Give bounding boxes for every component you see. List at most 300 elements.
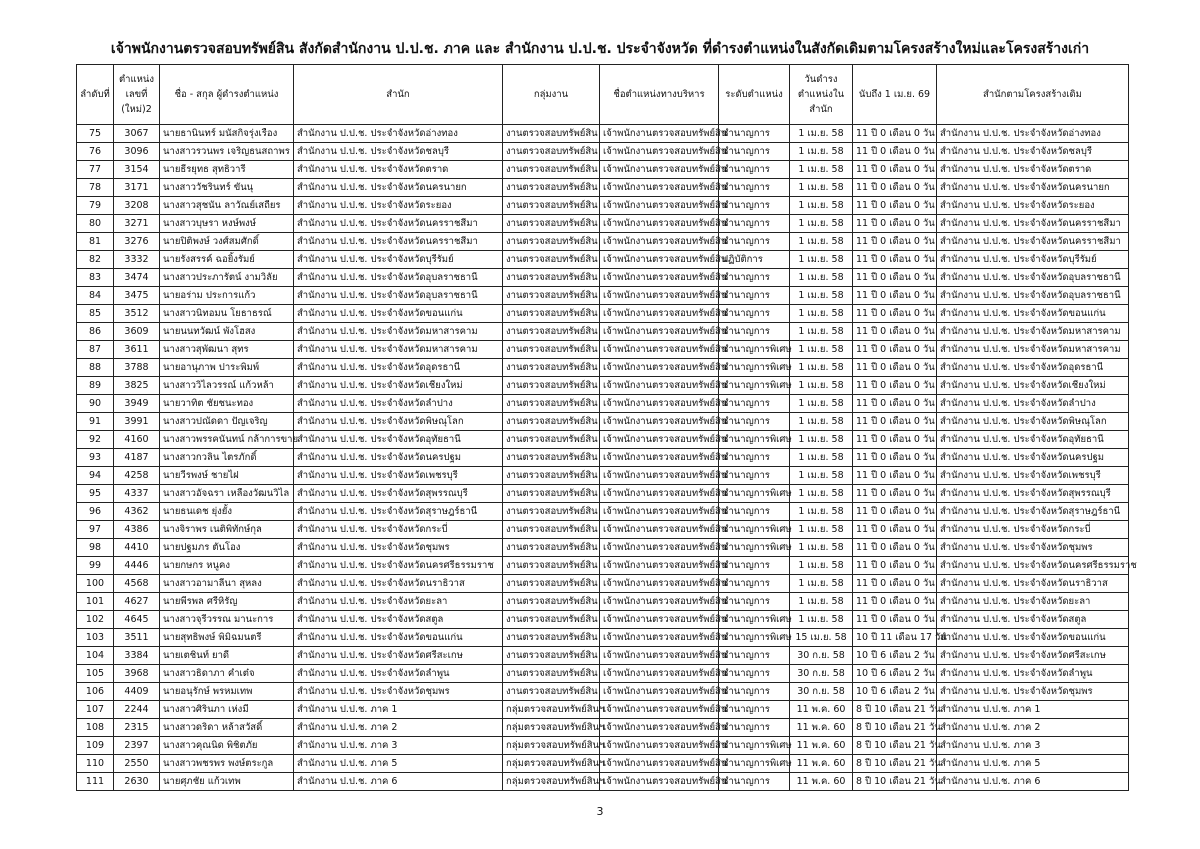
cell-tenure: 8 ปี 10 เดือน 21 วัน	[853, 737, 937, 755]
cell-name: นางสาววิไลวรรณ์ แก้วหล้า	[160, 377, 294, 395]
cell-seq: 82	[77, 251, 114, 269]
cell-level: ชำนาญการพิเศษ	[719, 521, 790, 539]
cell-office: สำนักงาน ป.ป.ช. ประจำจังหวัดนครนายก	[294, 179, 503, 197]
cell-old-office: สำนักงาน ป.ป.ช. ประจำจังหวัดลำปาง	[937, 395, 1129, 413]
cell-mgmt-title: เจ้าพนักงานตรวจสอบทรัพย์สิน	[600, 503, 719, 521]
cell-tenure: 11 ปี 0 เดือน 0 วัน	[853, 179, 937, 197]
cell-seq: 99	[77, 557, 114, 575]
cell-mgmt-title: เจ้าพนักงานตรวจสอบทรัพย์สิน	[600, 485, 719, 503]
cell-mgmt-title: เจ้าพนักงานตรวจสอบทรัพย์สิน	[600, 269, 719, 287]
col-header-position-no-line3: (ใหม่)2	[121, 104, 152, 115]
cell-group: งานตรวจสอบทรัพย์สิน	[503, 305, 600, 323]
cell-position-no: 4409	[114, 683, 160, 701]
cell-group: งานตรวจสอบทรัพย์สิน	[503, 341, 600, 359]
cell-mgmt-title: เจ้าพนักงานตรวจสอบทรัพย์สิน	[600, 125, 719, 143]
cell-office: สำนักงาน ป.ป.ช. ประจำจังหวัดนครปฐม	[294, 449, 503, 467]
cell-group: งานตรวจสอบทรัพย์สิน	[503, 629, 600, 647]
cell-name: นายธานินทร์ มนัสกิจรุ่งเรือง	[160, 125, 294, 143]
cell-date: 30 ก.ย. 58	[790, 647, 853, 665]
cell-name: นายสุทธิพงษ์ พิมิฉมนตรี	[160, 629, 294, 647]
cell-mgmt-title: เจ้าพนักงานตรวจสอบทรัพย์สิน	[600, 251, 719, 269]
cell-old-office: สำนักงาน ป.ป.ช. ประจำจังหวัดนครปฐม	[937, 449, 1129, 467]
cell-group: งานตรวจสอบทรัพย์สิน	[503, 647, 600, 665]
table-row	[77, 575, 1129, 593]
cell-old-office: สำนักงาน ป.ป.ช. ภาค 6	[937, 773, 1129, 791]
cell-date: 1 เม.ย. 58	[790, 449, 853, 467]
table-row	[77, 485, 1129, 503]
cell-old-office: สำนักงาน ป.ป.ช. ประจำจังหวัดเพชรบุรี	[937, 467, 1129, 485]
cell-old-office: สำนักงาน ป.ป.ช. ภาค 5	[937, 755, 1129, 773]
cell-group: งานตรวจสอบทรัพย์สิน	[503, 377, 600, 395]
cell-old-office: สำนักงาน ป.ป.ช. ประจำจังหวัดอุดรธานี	[937, 359, 1129, 377]
cell-seq: 77	[77, 161, 114, 179]
cell-tenure: 11 ปี 0 เดือน 0 วัน	[853, 503, 937, 521]
cell-office: สำนักงาน ป.ป.ช. ประจำจังหวัดลำพูน	[294, 665, 503, 683]
cell-office: สำนักงาน ป.ป.ช. ประจำจังหวัดนครราชสีมา	[294, 215, 503, 233]
cell-group: กลุ่มตรวจสอบทรัพย์สินฯ	[503, 719, 600, 737]
cell-old-office: สำนักงาน ป.ป.ช. ประจำจังหวัดชุมพร	[937, 539, 1129, 557]
cell-level: ชำนาญการ	[719, 575, 790, 593]
cell-tenure: 11 ปี 0 เดือน 0 วัน	[853, 341, 937, 359]
table-row	[77, 449, 1129, 467]
cell-old-office: สำนักงาน ป.ป.ช. ประจำจังหวัดมหาสารคาม	[937, 341, 1129, 359]
cell-position-no: 3611	[114, 341, 160, 359]
table-row	[77, 467, 1129, 485]
table-row	[77, 701, 1129, 719]
cell-group: งานตรวจสอบทรัพย์สิน	[503, 431, 600, 449]
cell-mgmt-title: เจ้าพนักงานตรวจสอบทรัพย์สิน	[600, 593, 719, 611]
cell-date: 1 เม.ย. 58	[790, 143, 853, 161]
cell-office: สำนักงาน ป.ป.ช. ประจำจังหวัดมหาสารคาม	[294, 323, 503, 341]
staff-table	[76, 64, 1137, 791]
cell-old-office: สำนักงาน ป.ป.ช. ประจำจังหวัดชุมพร	[937, 683, 1129, 701]
col-header-mgmt-title: ชื่อตำแหน่งทางบริหาร	[600, 65, 719, 125]
cell-date: 1 เม.ย. 58	[790, 305, 853, 323]
cell-level: ชำนาญการ	[719, 773, 790, 791]
cell-position-no: 4410	[114, 539, 160, 557]
page-number: 3	[596, 805, 604, 818]
cell-date: 11 พ.ค. 60	[790, 701, 853, 719]
cell-date: 1 เม.ย. 58	[790, 377, 853, 395]
cell-office: สำนักงาน ป.ป.ช. ประจำจังหวัดสุราษฎร์ธานี	[294, 503, 503, 521]
cell-position-no: 3609	[114, 323, 160, 341]
cell-mgmt-title: เจ้าพนักงานตรวจสอบทรัพย์สิน	[600, 773, 719, 791]
cell-position-no: 3271	[114, 215, 160, 233]
cell-tenure: 11 ปี 0 เดือน 0 วัน	[853, 449, 937, 467]
cell-group: งานตรวจสอบทรัพย์สิน	[503, 197, 600, 215]
cell-group: งานตรวจสอบทรัพย์สิน	[503, 215, 600, 233]
cell-mgmt-title: เจ้าพนักงานตรวจสอบทรัพย์สิน	[600, 719, 719, 737]
table-row	[77, 125, 1129, 143]
table-row	[77, 197, 1129, 215]
cell-mgmt-title: เจ้าพนักงานตรวจสอบทรัพย์สิน	[600, 701, 719, 719]
col-header-date-line3: สำนัก	[809, 104, 833, 115]
cell-level: ชำนาญการ	[719, 305, 790, 323]
cell-position-no: 4337	[114, 485, 160, 503]
cell-seq: 91	[77, 413, 114, 431]
cell-tenure: 10 ปี 6 เดือน 2 วัน	[853, 665, 937, 683]
table-row	[77, 647, 1129, 665]
cell-position-no: 3384	[114, 647, 160, 665]
cell-level: ชำนาญการพิเศษ	[719, 377, 790, 395]
cell-date: 1 เม.ย. 58	[790, 323, 853, 341]
cell-position-no: 2244	[114, 701, 160, 719]
table-row	[77, 413, 1129, 431]
cell-date: 1 เม.ย. 58	[790, 359, 853, 377]
cell-tenure: 11 ปี 0 เดือน 0 วัน	[853, 323, 937, 341]
page-title: เจ้าพนักงานตรวจสอบทรัพย์สิน สังกัดสำนักงาน ป.ป.ช. ภาค และ สำนักงาน ป.ป.ช. ประจำจังหวัด ที่ดำรงตำแหน่งในสังกัดเดิมตามโครงสร้างใหม่และโครงสร้างเก่า	[110, 41, 1090, 57]
cell-seq: 96	[77, 503, 114, 521]
cell-date: 1 เม.ย. 58	[790, 575, 853, 593]
cell-date: 1 เม.ย. 58	[790, 251, 853, 269]
cell-level: ชำนาญการ	[719, 647, 790, 665]
cell-level: ชำนาญการ	[719, 233, 790, 251]
cell-seq: 107	[77, 701, 114, 719]
cell-position-no: 4386	[114, 521, 160, 539]
cell-name: นางสาวนิทอมน โยธาธรณ์	[160, 305, 294, 323]
cell-name: นางสาวบุษรา หงษ์พงษ์	[160, 215, 294, 233]
cell-level: ชำนาญการ	[719, 701, 790, 719]
cell-office: สำนักงาน ป.ป.ช. ประจำจังหวัดชุมพร	[294, 683, 503, 701]
cell-tenure: 11 ปี 0 เดือน 0 วัน	[853, 611, 937, 629]
cell-date: 1 เม.ย. 58	[790, 341, 853, 359]
cell-tenure: 11 ปี 0 เดือน 0 วัน	[853, 521, 937, 539]
cell-level: ชำนาญการพิเศษ	[719, 431, 790, 449]
cell-level: ชำนาญการ	[719, 323, 790, 341]
cell-level: ชำนาญการ	[719, 125, 790, 143]
cell-tenure: 11 ปี 0 เดือน 0 วัน	[853, 197, 937, 215]
cell-old-office: สำนักงาน ป.ป.ช. ประจำจังหวัดระยอง	[937, 197, 1129, 215]
cell-tenure: 11 ปี 0 เดือน 0 วัน	[853, 161, 937, 179]
cell-seq: 75	[77, 125, 114, 143]
cell-tenure: 11 ปี 0 เดือน 0 วัน	[853, 557, 937, 575]
table-body	[77, 125, 1137, 791]
col-header-as-of: นับถึง 1 เม.ย. 69	[853, 65, 937, 125]
table-row	[77, 395, 1129, 413]
cell-level: ชำนาญการ	[719, 161, 790, 179]
cell-level: ชำนาญการ	[719, 269, 790, 287]
cell-name: นางสาวพรรคนันทน์ กล้าการขาย	[160, 431, 294, 449]
cell-tenure: 8 ปี 10 เดือน 21 วัน	[853, 719, 937, 737]
cell-date: 1 เม.ย. 58	[790, 467, 853, 485]
cell-seq: 101	[77, 593, 114, 611]
cell-mgmt-title: เจ้าพนักงานตรวจสอบทรัพย์สิน	[600, 179, 719, 197]
table-row	[77, 269, 1129, 287]
cell-mgmt-title: เจ้าพนักงานตรวจสอบทรัพย์สิน	[600, 521, 719, 539]
cell-position-no: 3067	[114, 125, 160, 143]
cell-office: สำนักงาน ป.ป.ช. ประจำจังหวัดตราด	[294, 161, 503, 179]
cell-office: สำนักงาน ป.ป.ช. ภาค 1	[294, 701, 503, 719]
cell-mgmt-title: เจ้าพนักงานตรวจสอบทรัพย์สิน	[600, 233, 719, 251]
cell-office: สำนักงาน ป.ป.ช. ประจำจังหวัดชุมพร	[294, 539, 503, 557]
cell-position-no: 3475	[114, 287, 160, 305]
cell-level: ชำนาญการ	[719, 593, 790, 611]
col-header-position-no-line1: ตำแหน่ง	[118, 74, 155, 85]
cell-office: สำนักงาน ป.ป.ช. ประจำจังหวัดเชียงใหม่	[294, 377, 503, 395]
cell-group: งานตรวจสอบทรัพย์สิน	[503, 683, 600, 701]
cell-date: 1 เม.ย. 58	[790, 287, 853, 305]
table-row	[77, 305, 1129, 323]
cell-level: ชำนาญการพิเศษ	[719, 755, 790, 773]
cell-seq: 81	[77, 233, 114, 251]
cell-position-no: 2397	[114, 737, 160, 755]
cell-level: ชำนาญการ	[719, 557, 790, 575]
cell-tenure: 8 ปี 10 เดือน 21 วัน	[853, 773, 937, 791]
cell-office: สำนักงาน ป.ป.ช. ประจำจังหวัดขอนแก่น	[294, 305, 503, 323]
cell-mgmt-title: เจ้าพนักงานตรวจสอบทรัพย์สิน	[600, 431, 719, 449]
cell-office: สำนักงาน ป.ป.ช. ประจำจังหวัดกระบี่	[294, 521, 503, 539]
cell-position-no: 2315	[114, 719, 160, 737]
cell-date: 1 เม.ย. 58	[790, 431, 853, 449]
cell-name: นางสาวอามาลีนา สุหลง	[160, 575, 294, 593]
cell-seq: 97	[77, 521, 114, 539]
col-header-seq: ลำดับที่	[77, 65, 114, 125]
cell-office: สำนักงาน ป.ป.ช. ประจำจังหวัดศรีสะเกษ	[294, 647, 503, 665]
col-header-group: กลุ่มงาน	[503, 65, 600, 125]
cell-tenure: 11 ปี 0 เดือน 0 วัน	[853, 539, 937, 557]
cell-position-no: 4627	[114, 593, 160, 611]
cell-group: งานตรวจสอบทรัพย์สิน	[503, 611, 600, 629]
cell-group: งานตรวจสอบทรัพย์สิน	[503, 287, 600, 305]
cell-old-office: สำนักงาน ป.ป.ช. ประจำจังหวัดเชียงใหม่	[937, 377, 1129, 395]
cell-office: สำนักงาน ป.ป.ช. ภาค 5	[294, 755, 503, 773]
cell-seq: 93	[77, 449, 114, 467]
cell-old-office: สำนักงาน ป.ป.ช. ประจำจังหวัดพิษณุโลก	[937, 413, 1129, 431]
table-row	[77, 737, 1129, 755]
cell-date: 11 พ.ค. 60	[790, 773, 853, 791]
cell-seq: 78	[77, 179, 114, 197]
cell-old-office: สำนักงาน ป.ป.ช. ประจำจังหวัดลำพูน	[937, 665, 1129, 683]
cell-mgmt-title: เจ้าพนักงานตรวจสอบทรัพย์สิน	[600, 323, 719, 341]
cell-mgmt-title: เจ้าพนักงานตรวจสอบทรัพย์สิน	[600, 611, 719, 629]
cell-name: นางสาวอัจฉรา เหลืองวัฒนวิไล	[160, 485, 294, 503]
cell-date: 1 เม.ย. 58	[790, 161, 853, 179]
col-header-date-line2: ตำแหน่งใน	[797, 89, 845, 100]
cell-old-office: สำนักงาน ป.ป.ช. ภาค 2	[937, 719, 1129, 737]
cell-old-office: สำนักงาน ป.ป.ช. ประจำจังหวัดอ่างทอง	[937, 125, 1129, 143]
cell-name: นางสาวรวนพร เจริญธนสถาพร	[160, 143, 294, 161]
cell-seq: 102	[77, 611, 114, 629]
cell-office: สำนักงาน ป.ป.ช. ภาค 3	[294, 737, 503, 755]
cell-office: สำนักงาน ป.ป.ช. ประจำจังหวัดนครศรีธรรมราช	[294, 557, 503, 575]
cell-old-office: สำนักงาน ป.ป.ช. ประจำจังหวัดนครศรีธรรมราช	[937, 557, 1129, 575]
cell-position-no: 4160	[114, 431, 160, 449]
col-header-office: สำนัก	[294, 65, 503, 125]
table-row	[77, 431, 1129, 449]
cell-date: 1 เม.ย. 58	[790, 611, 853, 629]
cell-level: ชำนาญการพิเศษ	[719, 737, 790, 755]
cell-tenure: 11 ปี 0 เดือน 0 วัน	[853, 467, 937, 485]
cell-position-no: 4258	[114, 467, 160, 485]
cell-position-no: 2630	[114, 773, 160, 791]
cell-tenure: 11 ปี 0 เดือน 0 วัน	[853, 251, 937, 269]
cell-group: งานตรวจสอบทรัพย์สิน	[503, 359, 600, 377]
cell-mgmt-title: เจ้าพนักงานตรวจสอบทรัพย์สิน	[600, 449, 719, 467]
cell-old-office: สำนักงาน ป.ป.ช. ประจำจังหวัดขอนแก่น	[937, 305, 1129, 323]
cell-mgmt-title: เจ้าพนักงานตรวจสอบทรัพย์สิน	[600, 413, 719, 431]
cell-group: งานตรวจสอบทรัพย์สิน	[503, 503, 600, 521]
cell-seq: 108	[77, 719, 114, 737]
cell-group: งานตรวจสอบทรัพย์สิน	[503, 575, 600, 593]
header-row	[77, 65, 1129, 125]
cell-name: นายวาทิต ชัยชนะทอง	[160, 395, 294, 413]
cell-office: สำนักงาน ป.ป.ช. ประจำจังหวัดบุรีรัมย์	[294, 251, 503, 269]
cell-office: สำนักงาน ป.ป.ช. ประจำจังหวัดชลบุรี	[294, 143, 503, 161]
cell-position-no: 3512	[114, 305, 160, 323]
table-row	[77, 323, 1129, 341]
cell-old-office: สำนักงาน ป.ป.ช. ประจำจังหวัดชลบุรี	[937, 143, 1129, 161]
cell-name: นางสาวปณัดดา ปัญเจริญ	[160, 413, 294, 431]
cell-level: ชำนาญการ	[719, 467, 790, 485]
cell-seq: 90	[77, 395, 114, 413]
cell-position-no: 4187	[114, 449, 160, 467]
cell-office: สำนักงาน ป.ป.ช. ประจำจังหวัดขอนแก่น	[294, 629, 503, 647]
col-header-date	[790, 65, 853, 125]
cell-position-no: 3332	[114, 251, 160, 269]
cell-seq: 95	[77, 485, 114, 503]
cell-tenure: 11 ปี 0 เดือน 0 วัน	[853, 413, 937, 431]
cell-office: สำนักงาน ป.ป.ช. ประจำจังหวัดสุพรรณบุรี	[294, 485, 503, 503]
cell-level: ชำนาญการ	[719, 449, 790, 467]
cell-date: 1 เม.ย. 58	[790, 503, 853, 521]
col-header-position-no-line2: เลขที่	[125, 89, 148, 100]
cell-level: ชำนาญการพิเศษ	[719, 485, 790, 503]
cell-group: งานตรวจสอบทรัพย์สิน	[503, 251, 600, 269]
cell-date: 1 เม.ย. 58	[790, 557, 853, 575]
cell-old-office: สำนักงาน ป.ป.ช. ประจำจังหวัดอุทัยธานี	[937, 431, 1129, 449]
cell-seq: 109	[77, 737, 114, 755]
cell-seq: 85	[77, 305, 114, 323]
cell-position-no: 3825	[114, 377, 160, 395]
cell-group: กลุ่มตรวจสอบทรัพย์สินฯ	[503, 737, 600, 755]
cell-mgmt-title: เจ้าพนักงานตรวจสอบทรัพย์สิน	[600, 647, 719, 665]
table-row	[77, 773, 1129, 791]
cell-tenure: 11 ปี 0 เดือน 0 วัน	[853, 287, 937, 305]
cell-level: ปฏิบัติการ	[719, 251, 790, 269]
cell-level: ชำนาญการ	[719, 215, 790, 233]
cell-seq: 92	[77, 431, 114, 449]
table-row	[77, 287, 1129, 305]
table-row	[77, 755, 1129, 773]
cell-seq: 104	[77, 647, 114, 665]
cell-date: 11 พ.ค. 60	[790, 737, 853, 755]
cell-tenure: 11 ปี 0 เดือน 0 วัน	[853, 395, 937, 413]
cell-old-office: สำนักงาน ป.ป.ช. ประจำจังหวัดนครราชสีมา	[937, 215, 1129, 233]
cell-position-no: 3511	[114, 629, 160, 647]
cell-level: ชำนาญการ	[719, 197, 790, 215]
cell-office: สำนักงาน ป.ป.ช. ประจำจังหวัดลำปาง	[294, 395, 503, 413]
cell-mgmt-title: เจ้าพนักงานตรวจสอบทรัพย์สิน	[600, 737, 719, 755]
cell-name: นางจิราพร เนติพิทักษ์กุล	[160, 521, 294, 539]
cell-group: งานตรวจสอบทรัพย์สิน	[503, 665, 600, 683]
cell-mgmt-title: เจ้าพนักงานตรวจสอบทรัพย์สิน	[600, 665, 719, 683]
cell-group: งานตรวจสอบทรัพย์สิน	[503, 395, 600, 413]
cell-tenure: 11 ปี 0 เดือน 0 วัน	[853, 485, 937, 503]
cell-group: งานตรวจสอบทรัพย์สิน	[503, 449, 600, 467]
table-row	[77, 611, 1129, 629]
cell-level: ชำนาญการ	[719, 287, 790, 305]
cell-seq: 80	[77, 215, 114, 233]
cell-tenure: 11 ปี 0 เดือน 0 วัน	[853, 359, 937, 377]
cell-date: 11 พ.ค. 60	[790, 755, 853, 773]
table-row	[77, 593, 1129, 611]
cell-tenure: 10 ปี 6 เดือน 2 วัน	[853, 683, 937, 701]
cell-date: 1 เม.ย. 58	[790, 197, 853, 215]
cell-position-no: 4645	[114, 611, 160, 629]
table-row	[77, 665, 1129, 683]
cell-seq: 98	[77, 539, 114, 557]
cell-name: นางสาวดริดา หล้าสวัสดิ์	[160, 719, 294, 737]
cell-tenure: 11 ปี 0 เดือน 0 วัน	[853, 593, 937, 611]
cell-seq: 110	[77, 755, 114, 773]
cell-tenure: 11 ปี 0 เดือน 0 วัน	[853, 125, 937, 143]
cell-position-no: 4446	[114, 557, 160, 575]
cell-group: งานตรวจสอบทรัพย์สิน	[503, 179, 600, 197]
cell-name: นางสาวศิรินภา เห่งมี	[160, 701, 294, 719]
cell-position-no: 3208	[114, 197, 160, 215]
cell-office: สำนักงาน ป.ป.ช. ประจำจังหวัดมหาสารคาม	[294, 341, 503, 359]
cell-old-office: สำนักงาน ป.ป.ช. ประจำจังหวัดบุรีรัมย์	[937, 251, 1129, 269]
cell-old-office: สำนักงาน ป.ป.ช. ประจำจังหวัดอุบลราชธานี	[937, 269, 1129, 287]
table-row	[77, 629, 1129, 647]
table-row	[77, 719, 1129, 737]
cell-level: ชำนาญการ	[719, 719, 790, 737]
cell-seq: 111	[77, 773, 114, 791]
cell-level: ชำนาญการ	[719, 395, 790, 413]
cell-name: นายปฐมภร ตันโอง	[160, 539, 294, 557]
cell-group: งานตรวจสอบทรัพย์สิน	[503, 485, 600, 503]
cell-office: สำนักงาน ป.ป.ช. ประจำจังหวัดระยอง	[294, 197, 503, 215]
cell-office: สำนักงาน ป.ป.ช. ประจำจังหวัดอ่างทอง	[294, 125, 503, 143]
cell-group: งานตรวจสอบทรัพย์สิน	[503, 323, 600, 341]
cell-mgmt-title: เจ้าพนักงานตรวจสอบทรัพย์สิน	[600, 161, 719, 179]
cell-old-office: สำนักงาน ป.ป.ช. ประจำจังหวัดยะลา	[937, 593, 1129, 611]
cell-level: ชำนาญการ	[719, 179, 790, 197]
cell-tenure: 11 ปี 0 เดือน 0 วัน	[853, 305, 937, 323]
col-header-old-office: สำนักตามโครงสร้างเดิม	[937, 65, 1129, 125]
cell-mgmt-title: เจ้าพนักงานตรวจสอบทรัพย์สิน	[600, 287, 719, 305]
cell-old-office: สำนักงาน ป.ป.ช. ประจำจังหวัดนราธิวาส	[937, 575, 1129, 593]
cell-mgmt-title: เจ้าพนักงานตรวจสอบทรัพย์สิน	[600, 683, 719, 701]
cell-group: งานตรวจสอบทรัพย์สิน	[503, 467, 600, 485]
cell-position-no: 3474	[114, 269, 160, 287]
cell-tenure: 10 ปี 6 เดือน 2 วัน	[853, 647, 937, 665]
cell-position-no: 4362	[114, 503, 160, 521]
cell-seq: 94	[77, 467, 114, 485]
cell-seq: 87	[77, 341, 114, 359]
cell-old-office: สำนักงาน ป.ป.ช. ประจำจังหวัดนครราชสีมา	[937, 233, 1129, 251]
cell-group: งานตรวจสอบทรัพย์สิน	[503, 521, 600, 539]
col-header-name: ชื่อ - สกุล ผู้ดำรงตำแหน่ง	[160, 65, 294, 125]
table-row	[77, 251, 1129, 269]
cell-tenure: 8 ปี 10 เดือน 21 วัน	[853, 755, 937, 773]
cell-tenure: 11 ปี 0 เดือน 0 วัน	[853, 377, 937, 395]
cell-office: สำนักงาน ป.ป.ช. ประจำจังหวัดอุบลราชธานี	[294, 287, 503, 305]
cell-name: นายศุภชัย แก้วเทพ	[160, 773, 294, 791]
cell-office: สำนักงาน ป.ป.ช. ภาค 2	[294, 719, 503, 737]
cell-date: 1 เม.ย. 58	[790, 395, 853, 413]
cell-date: 1 เม.ย. 58	[790, 521, 853, 539]
cell-level: ชำนาญการพิเศษ	[719, 611, 790, 629]
cell-level: ชำนาญการ	[719, 683, 790, 701]
table-row	[77, 377, 1129, 395]
table-row	[77, 341, 1129, 359]
cell-tenure: 8 ปี 10 เดือน 21 วัน	[853, 701, 937, 719]
table-row	[77, 557, 1129, 575]
cell-mgmt-title: เจ้าพนักงานตรวจสอบทรัพย์สิน	[600, 575, 719, 593]
cell-level: ชำนาญการ	[719, 143, 790, 161]
cell-seq: 76	[77, 143, 114, 161]
